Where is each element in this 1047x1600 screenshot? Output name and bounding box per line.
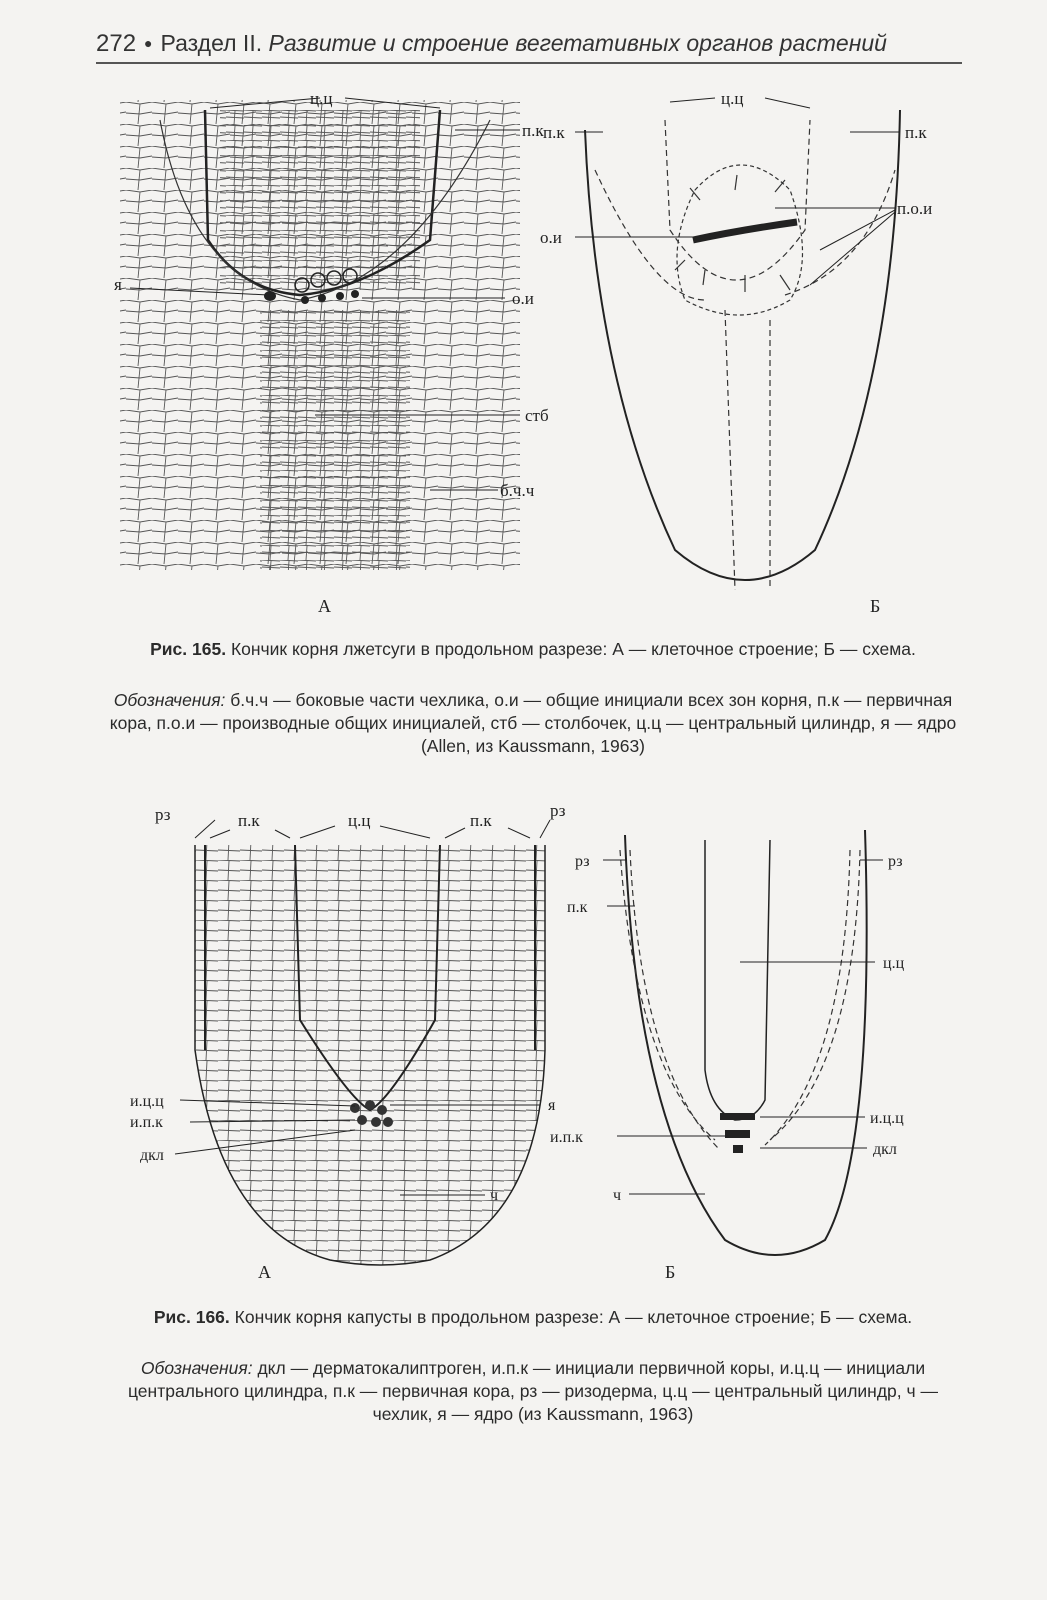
label-icc: и.ц.ц (130, 1093, 164, 1110)
label-ipk-b: и.п.к (550, 1129, 583, 1146)
label-icc-b: и.ц.ц (870, 1110, 904, 1127)
fig166-legend (100, 1357, 966, 1426)
label-cc-b: ц.ц (883, 955, 905, 972)
label-bchch: б.ч.ч (500, 481, 535, 500)
label-cc-b: ц.ц (721, 89, 744, 108)
fig165-caption (100, 638, 966, 661)
fig165-caption-text: Кончик корня лжетсуги в продольном разрезе: А — клеточное строение; Б — схема. (230, 639, 916, 659)
label-pk-b-left: п.к (543, 123, 565, 142)
label-rz-right: рз (550, 801, 566, 820)
fig165-legend (100, 689, 966, 758)
fig166-caption-text: Кончик корня капусты в продольном разрезе: А — клеточное строение; Б — схема. (234, 1307, 913, 1327)
label-pk-right: п.к (470, 811, 492, 830)
label-stb: стб (525, 406, 549, 425)
central-cylinder-initials (720, 1113, 755, 1120)
fig166-legend-text: дкл — дерматокалиптроген, и.п.к — инициали первичной коры, и.ц.ц — инициали центрального цилиндра, п.к — первичная кора, рз — ризодерма, ц.ц — центральный цилиндр, ч — чехлик, я — ядро (из Kaussmann, 1963) (127, 1358, 938, 1424)
label-oi: о.и (512, 289, 534, 308)
label-ch: ч (490, 1187, 499, 1204)
fig166-legend-label: Обозначения: (140, 1358, 253, 1378)
label-dkl-b: дкл (873, 1141, 897, 1158)
fig165-caption-label: Рис. 165. (150, 639, 227, 659)
label-rz-b-right: рз (888, 853, 903, 870)
running-header (96, 30, 962, 58)
fig165-legend-text: б.ч.ч — боковые части чехлика, о.и — общие инициали всех зон корня, п.к — первичная кора, п.о.и — производные общих инициалей, стб — столбочек, ц.ц — центральный цилиндр, я — ядро (Allen, из Kaussmann, 1963) (109, 690, 957, 756)
common-initials-band (693, 222, 797, 240)
fig165-label-b: Б (870, 596, 881, 616)
section-label: Раздел II. (160, 30, 263, 56)
label-cc-top: ц.ц (348, 811, 371, 830)
chapter-title: Развитие и строение вегетативных органов растений (268, 30, 887, 56)
label-pk-b-right: п.к (905, 123, 927, 142)
fig165-label-a: А (318, 596, 331, 616)
fig166-panel-a (130, 800, 600, 1290)
page-number: 272 (96, 30, 137, 57)
label-poi: п.о.и (897, 199, 933, 218)
fig166-label-b: Б (665, 1262, 676, 1282)
fig166-label-a: А (258, 1262, 271, 1282)
label-cc: ц.ц (310, 89, 333, 108)
dermatocalyptrogen (733, 1145, 743, 1153)
label-rz-left: рз (155, 805, 171, 824)
fig166-caption-label: Рис. 166. (153, 1307, 230, 1327)
label-ya: я (548, 1097, 556, 1114)
fig166-panel-b (545, 820, 985, 1270)
fig165-legend-label: Обозначения: (113, 690, 226, 710)
label-ch-b: ч (613, 1187, 622, 1204)
fig166-caption (100, 1306, 966, 1329)
label-dkl: дкл (140, 1147, 164, 1164)
header-rule (96, 62, 962, 64)
label-pk-b-left: п.к (567, 899, 588, 916)
label-ipk: и.п.к (130, 1114, 163, 1131)
label-oi-b: о.и (540, 228, 562, 247)
bullet-icon: ● (144, 35, 153, 51)
cortex-initials (725, 1130, 750, 1138)
fig165-panel-b (540, 80, 975, 600)
label-pk-left: п.к (238, 811, 260, 830)
fig165-panel-a (100, 80, 570, 600)
label-pk: п.к (522, 121, 544, 140)
label-rz-b-left: рз (575, 853, 590, 870)
label-ya: я (114, 275, 122, 294)
